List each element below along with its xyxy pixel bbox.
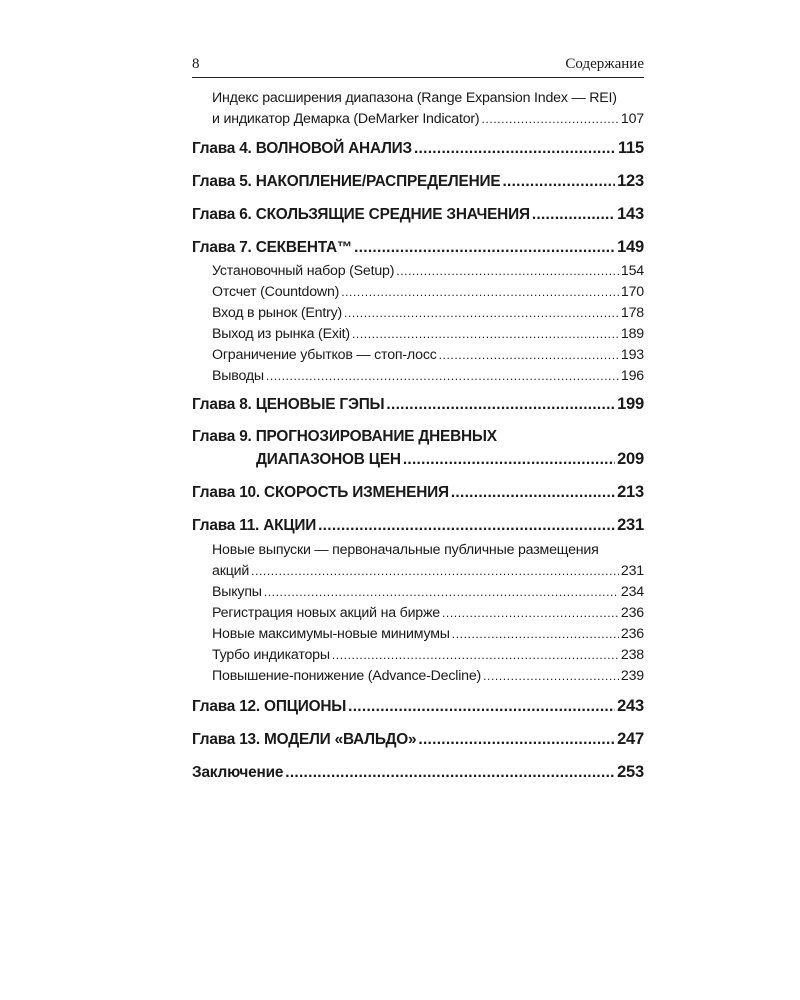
section-title: акций: [212, 563, 250, 579]
toc-section: [192, 603, 644, 624]
toc-section: [192, 345, 644, 366]
dot-leader: [442, 603, 619, 624]
chapter-title: ДИАПАЗОНОВ ЦЕН: [256, 451, 401, 468]
chapter-title: Глава 10. СКОРОСТЬ ИЗМЕНЕНИЯ: [192, 484, 449, 501]
chapter-7-sections: [192, 261, 644, 387]
dot-leader: [418, 729, 615, 751]
dot-leader: [332, 645, 619, 666]
chapter-title: Глава 13. МОДЕЛИ «ВАЛЬДО»: [192, 731, 417, 748]
section-title: Турбо индикаторы: [212, 647, 330, 663]
chapter-title: Глава 7. СЕКВЕНТА™: [192, 239, 353, 256]
toc-entry-rei: [192, 88, 644, 130]
toc-section: [192, 666, 644, 687]
section-title: Выкупы: [212, 584, 262, 600]
toc-page-number: 115: [617, 139, 644, 157]
section-title: Вход в рынок (Entry): [212, 305, 343, 321]
toc-section: [192, 303, 644, 324]
toc-page-number: 193: [620, 347, 644, 363]
section-title: Ограничение убытков — стоп-лосс: [212, 347, 437, 363]
toc-page-number: 247: [617, 730, 644, 748]
toc-page-number: 178: [620, 305, 644, 321]
dot-leader: [451, 482, 615, 504]
running-header: [192, 56, 644, 78]
toc-page-number: 196: [620, 368, 644, 384]
toc-page-number: 243: [617, 697, 644, 715]
chapter-title: Заключение: [192, 764, 284, 781]
section-title: Новые максимумы-новые минимумы: [212, 626, 450, 642]
toc-page-number: 209: [617, 450, 644, 468]
dot-leader: [354, 237, 615, 259]
section-title: Регистрация новых акций на бирже: [212, 605, 440, 621]
dot-leader: [264, 582, 619, 603]
toc-page-number: 123: [617, 172, 644, 190]
toc-chapter-7: [192, 236, 644, 259]
section-title: Повышение-понижение (Advance-Decline): [212, 668, 482, 684]
toc-chapter-13: [192, 728, 644, 751]
toc-page-number: 189: [620, 326, 644, 342]
section-title: Содержание: [565, 56, 644, 72]
toc-page-number: 236: [620, 605, 644, 621]
toc-page-number: 236: [620, 626, 644, 642]
dot-leader: [452, 624, 619, 645]
toc-page-number: 238: [620, 647, 644, 663]
dot-leader: [481, 109, 618, 130]
dot-leader: [266, 366, 619, 387]
dot-leader: [352, 324, 619, 345]
toc-section: [192, 324, 644, 345]
toc-chapter-6: [192, 203, 644, 226]
toc-section: [192, 261, 644, 282]
chapter-title: Глава 5. НАКОПЛЕНИЕ/РАСПРЕДЕЛЕНИЕ: [192, 173, 501, 190]
dot-leader: [483, 666, 619, 687]
toc-entry-line: [212, 109, 644, 130]
toc-page-number: 239: [620, 668, 644, 684]
toc-section: [192, 366, 644, 387]
section-title: Установочный набор (Setup): [212, 263, 395, 279]
page-number: 8: [192, 56, 200, 72]
toc-page-number: 154: [620, 263, 644, 279]
section-title: Отсчет (Countdown): [212, 284, 340, 300]
dot-leader: [348, 696, 615, 718]
toc-chapter-10: [192, 481, 644, 504]
toc-chapter-12: [192, 695, 644, 718]
dot-leader: [341, 282, 619, 303]
section-title: Выход из рынка (Exit): [212, 326, 350, 342]
chapter-title: Глава 6. СКОЛЬЗЯЩИЕ СРЕДНИЕ ЗНАЧЕНИЯ: [192, 206, 530, 223]
dot-leader: [396, 261, 619, 282]
toc-page-number: 253: [617, 763, 644, 781]
dot-leader: [318, 515, 615, 537]
toc-page-number: 234: [620, 584, 644, 600]
toc-section: [192, 540, 644, 582]
toc-page-number: 170: [620, 284, 644, 300]
section-title: Выводы: [212, 368, 264, 384]
toc-page-number: 107: [620, 111, 644, 127]
dot-leader: [414, 138, 616, 160]
toc-chapter-4: [192, 137, 644, 160]
chapter-title-continuation: [192, 448, 644, 471]
toc-page-number: 199: [617, 395, 644, 413]
chapter-title: Глава 4. ВОЛНОВОЙ АНАЛИЗ: [192, 140, 412, 157]
chapter-title: Глава 11. АКЦИИ: [192, 517, 317, 534]
toc-chapter-8: [192, 393, 644, 416]
toc-entry-title: и индикатор Демарка (DeMarker Indicator): [212, 111, 480, 127]
dot-leader: [502, 171, 615, 193]
section-title: Новые выпуски — первоначальные публичные размещения: [212, 542, 599, 558]
toc-page-number: 149: [617, 238, 644, 256]
toc-entry-line: Индекс расширения диапазона (Range Expansion Index — REI): [212, 90, 617, 106]
dot-leader: [439, 345, 619, 366]
dot-leader: [386, 394, 615, 416]
toc-page-number: 143: [617, 205, 644, 223]
dot-leader: [532, 204, 615, 226]
toc-chapter-9: [192, 426, 644, 471]
chapter-title: Глава 9. ПРОГНОЗИРОВАНИЕ ДНЕВНЫХ: [192, 428, 497, 445]
chapter-title: Глава 8. ЦЕНОВЫЕ ГЭПЫ: [192, 396, 385, 413]
toc-section: [192, 645, 644, 666]
dot-leader: [344, 303, 619, 324]
chapter-title: Глава 12. ОПЦИОНЫ: [192, 698, 347, 715]
dot-leader: [251, 561, 619, 582]
toc-page: [192, 56, 644, 784]
toc-chapter-5: [192, 170, 644, 193]
toc-chapter-11: [192, 514, 644, 537]
dot-leader: [285, 762, 615, 784]
toc-section: [192, 282, 644, 303]
toc-section: [192, 624, 644, 645]
toc-section-line: [212, 561, 644, 582]
toc-page-number: 231: [617, 516, 644, 534]
toc-page-number: 213: [617, 483, 644, 501]
toc-page-number: 231: [620, 563, 644, 579]
chapter-11-sections: [192, 540, 644, 687]
toc-conclusion: [192, 761, 644, 784]
dot-leader: [403, 449, 615, 471]
toc-section: [192, 582, 644, 603]
